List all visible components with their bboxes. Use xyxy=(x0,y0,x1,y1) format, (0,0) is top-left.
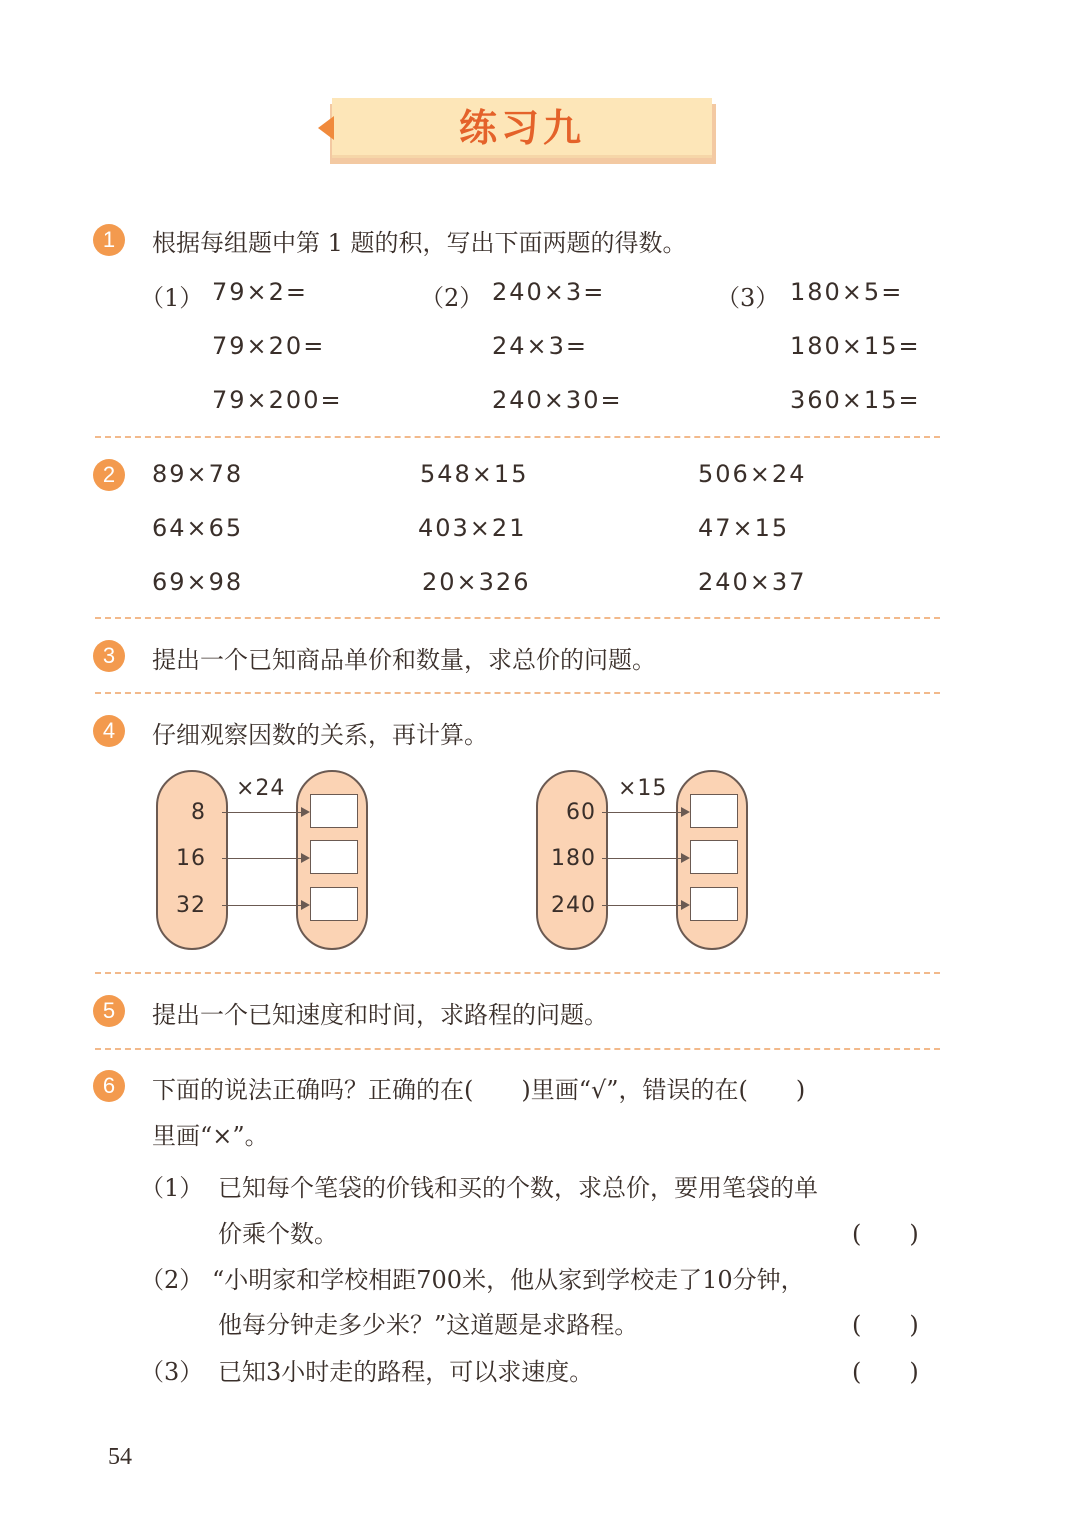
q6-item-3-label: （3） xyxy=(140,1358,204,1386)
answer-box[interactable] xyxy=(310,794,358,828)
q2-item: 89×78 xyxy=(152,460,244,488)
answer-parenthesis[interactable]: ( ) xyxy=(852,1358,919,1386)
answer-box[interactable] xyxy=(690,794,738,828)
answer-parenthesis[interactable]: ( ) xyxy=(852,1311,919,1339)
q1-group-2-item-2: 24×3= xyxy=(492,332,589,360)
q1-group-3-item-3: 360×15= xyxy=(790,386,921,414)
q2-item: 47×15 xyxy=(698,514,790,542)
multiplier-label: ×24 xyxy=(236,776,286,801)
q2-item: 506×24 xyxy=(698,460,807,488)
question-number-1: 1 xyxy=(93,224,125,256)
section-divider xyxy=(95,617,940,619)
answer-box[interactable] xyxy=(690,840,738,874)
q2-item: 548×15 xyxy=(420,460,529,488)
page-title: 练习九 xyxy=(458,105,585,150)
section-divider xyxy=(95,692,940,694)
arrow-icon xyxy=(222,812,308,813)
q6-item-2-label: （2） xyxy=(140,1266,204,1294)
q1-group-3-label: （3） xyxy=(716,284,780,312)
q1-group-2-item-1: 240×3= xyxy=(492,278,606,306)
q2-item: 20×326 xyxy=(422,568,531,596)
q1-group-3-item-1: 180×5= xyxy=(790,278,904,306)
section-divider xyxy=(95,972,940,974)
q1-group-2-item-3: 240×30= xyxy=(492,386,623,414)
q1-group-1-item-2: 79×20= xyxy=(212,332,326,360)
question-1-text: 根据每组题中第 1 题的积，写出下面两题的得数。 xyxy=(152,229,687,257)
question-5-text: 提出一个已知速度和时间，求路程的问题。 xyxy=(152,1001,608,1029)
factor-value: 32 xyxy=(176,893,206,918)
arrow-icon xyxy=(602,812,688,813)
q1-group-1-item-1: 79×2= xyxy=(212,278,309,306)
q1-group-2-label: （2） xyxy=(420,284,484,312)
q6-item-1-line-1: 已知每个笔袋的价钱和买的个数，求总价，要用笔袋的单 xyxy=(218,1174,818,1202)
question-number-6: 6 xyxy=(93,1070,125,1102)
question-number-2: 2 xyxy=(93,459,125,491)
arrow-icon xyxy=(222,905,308,906)
page-number: 54 xyxy=(108,1444,132,1470)
q1-group-3-item-2: 180×15= xyxy=(790,332,921,360)
section-divider xyxy=(95,1048,940,1050)
factor-value: 8 xyxy=(191,800,206,825)
title-banner xyxy=(318,98,716,164)
factor-value: 240 xyxy=(551,893,596,918)
answer-box[interactable] xyxy=(310,840,358,874)
factor-value: 16 xyxy=(176,846,206,871)
q2-item: 403×21 xyxy=(418,514,527,542)
question-6-text-line-1: 下面的说法正确吗？正确的在( )里画“√”，错误的在( ) xyxy=(152,1076,806,1104)
q6-item-2-line-1: “小明家和学校相距700米，他从家到学校走了10分钟， xyxy=(212,1266,805,1294)
q6-item-3-line-1: 已知3小时走的路程，可以求速度。 xyxy=(218,1358,594,1386)
answer-box[interactable] xyxy=(310,887,358,921)
q2-item: 240×37 xyxy=(698,568,807,596)
multiplier-label: ×15 xyxy=(618,776,668,801)
q6-item-1-label: （1） xyxy=(140,1174,204,1202)
factor-value: 60 xyxy=(566,800,596,825)
q1-group-1-label: （1） xyxy=(140,284,204,312)
arrow-icon xyxy=(602,858,688,859)
question-3-text: 提出一个已知商品单价和数量，求总价的问题。 xyxy=(152,646,656,674)
question-4-text: 仔细观察因数的关系，再计算。 xyxy=(152,721,488,749)
arrow-icon xyxy=(222,858,308,859)
answer-parenthesis[interactable]: ( ) xyxy=(852,1220,919,1248)
question-number-5: 5 xyxy=(93,995,125,1027)
q6-item-2-line-2: 他每分钟走多少米？”这道题是求路程。 xyxy=(218,1311,639,1339)
factor-value: 180 xyxy=(551,846,596,871)
q2-item: 64×65 xyxy=(152,514,244,542)
q6-item-1-line-2: 价乘个数。 xyxy=(218,1220,338,1248)
q1-group-1-item-3: 79×200= xyxy=(212,386,343,414)
question-number-3: 3 xyxy=(93,640,125,672)
q2-item: 69×98 xyxy=(152,568,244,596)
section-divider xyxy=(95,436,940,438)
answer-box[interactable] xyxy=(690,887,738,921)
question-number-4: 4 xyxy=(93,715,125,747)
arrow-icon xyxy=(602,905,688,906)
question-6-text-line-2: 里画“×”。 xyxy=(152,1122,269,1150)
